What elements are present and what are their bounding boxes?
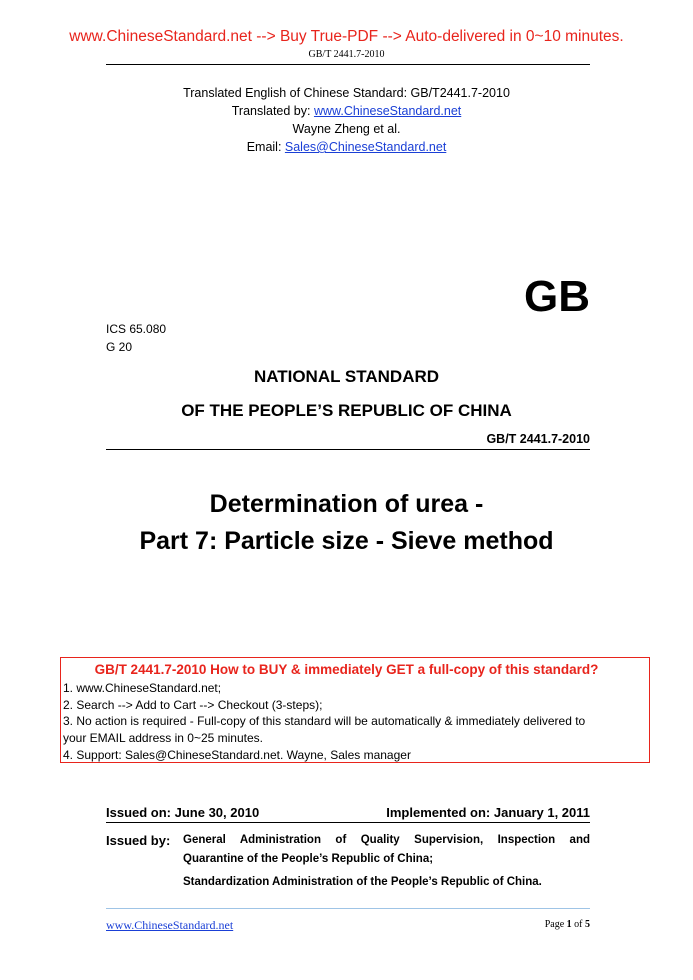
issued-on: Issued on: June 30, 2010 (106, 805, 260, 820)
standard-code: GB/T 2441.7-2010 (486, 432, 590, 446)
issuer-line-3: Standardization Administration of the People’s Republic of China. (183, 876, 542, 888)
page-number (490, 919, 590, 930)
ics-code: ICS 65.080 (106, 322, 167, 336)
republic-heading: OF THE PEOPLE’S REPUBLIC OF CHINA (181, 401, 512, 420)
buy-item: your EMAIL address in 0~25 minutes. (63, 731, 263, 745)
title-line-2: Part 7: Particle size - Sieve method (139, 527, 554, 555)
translation-line: Translated English of Chinese Standard: GB/T2441.7-2010 (183, 86, 510, 100)
promo-banner[interactable]: www.ChineseStandard.net --> Buy True-PDF --> Auto-delivered in 0~10 minutes. (69, 28, 624, 45)
issuer-line-2: Quarantine of the People’s Republic of China; (183, 853, 434, 865)
issued-by-label: Issued by: (106, 833, 171, 848)
page-prefix: Page (544, 919, 567, 930)
buy-item: 1. www.ChineseStandard.net; (63, 681, 222, 695)
footer-link[interactable]: www.ChineseStandard.net (106, 918, 234, 932)
issued-rule (106, 822, 590, 823)
page-of: of (571, 919, 585, 930)
buy-item: 3. No action is required - Full-copy of this standard will be automatically & immediately delivered to (63, 714, 586, 728)
buy-item: 4. Support: Sales@ChineseStandard.net. Wayne, Sales manager (63, 748, 411, 762)
email-line (0, 140, 693, 154)
header-rule (106, 64, 590, 65)
translated-by-label: Translated by: (231, 104, 314, 118)
national-standard-heading: NATIONAL STANDARD (253, 367, 440, 386)
page-total: 5 (585, 919, 590, 930)
title-line-1: Determination of urea - (209, 490, 484, 518)
email-link[interactable]: Sales@ChineseStandard.net (284, 140, 447, 154)
gb-mark: GB (524, 272, 590, 321)
header-standard-code: GB/T 2441.7-2010 (308, 49, 385, 60)
ccs-code: G 20 (106, 340, 133, 354)
footer-rule (106, 908, 590, 909)
implemented-on: Implemented on: January 1, 2011 (386, 805, 590, 820)
authors: Wayne Zheng et al. (292, 122, 401, 136)
email-label: Email: (246, 140, 285, 154)
buy-item: 2. Search --> Add to Cart --> Checkout (3-steps); (63, 698, 323, 712)
page-current: 1 (566, 919, 572, 930)
title-rule (106, 449, 590, 450)
issuer-line-1: General Administration of Quality Supervision, Inspection and (183, 834, 590, 846)
translated-by (0, 104, 693, 118)
translator-link[interactable]: www.ChineseStandard.net (313, 104, 462, 118)
buy-heading[interactable]: GB/T 2441.7-2010 How to BUY & immediately GET a full-copy of this standard? (94, 662, 599, 677)
